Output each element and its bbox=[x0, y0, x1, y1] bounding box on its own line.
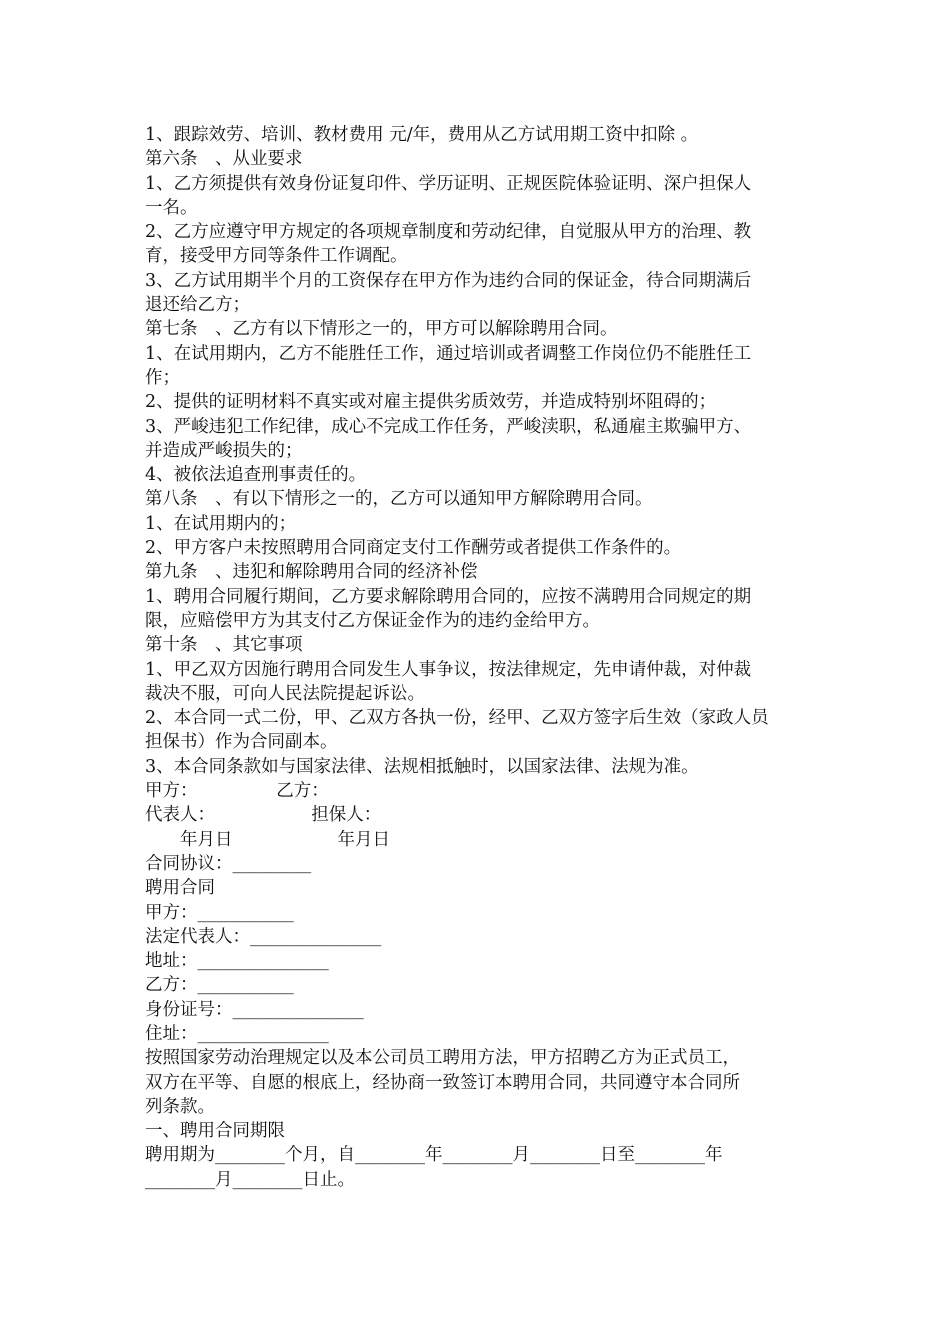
section-heading-7: 第七条 、乙方有以下情形之一的，甲方可以解除聘用合同。 bbox=[145, 319, 618, 340]
text-line: 3、严峻违犯工作纪律，成心不完成工作任务，严峻渎职，私通雇主欺骗甲方、 bbox=[145, 416, 752, 437]
form-field-line: 甲方：___________ bbox=[145, 902, 294, 923]
section-heading-6: 第六条 、从业要求 bbox=[145, 149, 303, 170]
text-line: 1、乙方须提供有效身份证复印件、学历证明、正规医院体验证明、深户担保人 bbox=[145, 173, 752, 194]
text-line: 按照国家劳动治理规定以及本公司员工聘用方法，甲方招聘乙方为正式员工， bbox=[145, 1048, 740, 1069]
text-line: 裁决不服，可向人民法院提起诉讼。 bbox=[145, 683, 425, 704]
text-line: 一名。 bbox=[145, 197, 198, 218]
text-line: 4、被依法追查刑事责任的。 bbox=[145, 465, 367, 486]
text-line: 2、本合同一式二份，甲、乙双方各执一份，经甲、乙双方签字后生效（家政人员 bbox=[145, 708, 769, 729]
text-line: 担保书）作为合同副本。 bbox=[145, 732, 338, 753]
form-field-line: 合同协议：_________ bbox=[145, 853, 312, 874]
text-line: 3、乙方试用期半个月的工资保存在甲方作为违约合同的保证金，待合同期满后 bbox=[145, 270, 752, 291]
text-line: 2、乙方应遵守甲方规定的各项规章制度和劳动纪律，自觉服从甲方的治理、教 bbox=[145, 222, 752, 243]
form-field-line: 聘用期为________个月，自________年________月________日至________年 bbox=[145, 1145, 723, 1166]
document-page bbox=[145, 123, 815, 1192]
signature-party-line: 甲方： 乙方： bbox=[145, 781, 329, 802]
text-line: 2、甲方客户未按照聘用合同商定支付工作酬劳或者提供工作条件的。 bbox=[145, 538, 682, 559]
section-heading-8: 第八条 、有以下情形之一的，乙方可以通知甲方解除聘用合同。 bbox=[145, 489, 653, 510]
text-line: 作； bbox=[145, 367, 180, 388]
text-line: 1、在试用期内，乙方不能胜任工作，通过培训或者调整工作岗位仍不能胜任工 bbox=[145, 343, 752, 364]
text-line: 1、聘用合同履行期间，乙方要求解除聘用合同的，应按不满聘用合同规定的期 bbox=[145, 586, 752, 607]
text-line: 双方在平等、自愿的根底上，经协商一致签订本聘用合同，共同遵守本合同所 bbox=[145, 1072, 740, 1093]
text-line: 2、提供的证明材料不真实或对雇主提供劣质效劳，并造成特别坏阻碍的； bbox=[145, 392, 717, 413]
form-field-line: 身份证号：_______________ bbox=[145, 999, 364, 1020]
signature-date-line: 年月日 年月日 bbox=[145, 829, 390, 850]
text-line: 1、在试用期内的； bbox=[145, 513, 297, 534]
section-heading-9: 第九条 、违犯和解除聘用合同的经济补偿 bbox=[145, 562, 478, 583]
text-line: 3、本合同条款如与国家法律、法规相抵触时，以国家法律、法规为准。 bbox=[145, 756, 699, 777]
section-heading-10: 第十条 、其它事项 bbox=[145, 635, 303, 656]
text-line: 退还给乙方； bbox=[145, 295, 250, 316]
form-field-line: ________月________日止。 bbox=[145, 1169, 355, 1190]
text-line: 1、甲乙双方因施行聘用合同发生人事争议，按法律规定，先申请仲裁，对仲裁 bbox=[145, 659, 752, 680]
text-line: 1、跟踪效劳、培训、教材费用 元/年，费用从乙方试用期工资中扣除 。 bbox=[145, 125, 699, 145]
section-heading-term: 一、聘用合同期限 bbox=[145, 1121, 285, 1142]
contract-title: 聘用合同 bbox=[145, 878, 215, 899]
form-field-line: 法定代表人：_______________ bbox=[145, 926, 382, 947]
text-line: 限，应赔偿甲方为其支付乙方保证金作为的违约金给甲方。 bbox=[145, 610, 600, 631]
signature-representative-line: 代表人： 担保人： bbox=[145, 805, 382, 826]
form-field-line: 乙方：___________ bbox=[145, 975, 294, 996]
text-line: 并造成严峻损失的； bbox=[145, 440, 303, 461]
form-field-line: 地址：_______________ bbox=[145, 951, 329, 972]
form-field-line: 住址：_______________ bbox=[145, 1023, 329, 1044]
text-line: 列条款。 bbox=[145, 1096, 215, 1117]
text-line: 育，接受甲方同等条件工作调配。 bbox=[145, 246, 408, 267]
